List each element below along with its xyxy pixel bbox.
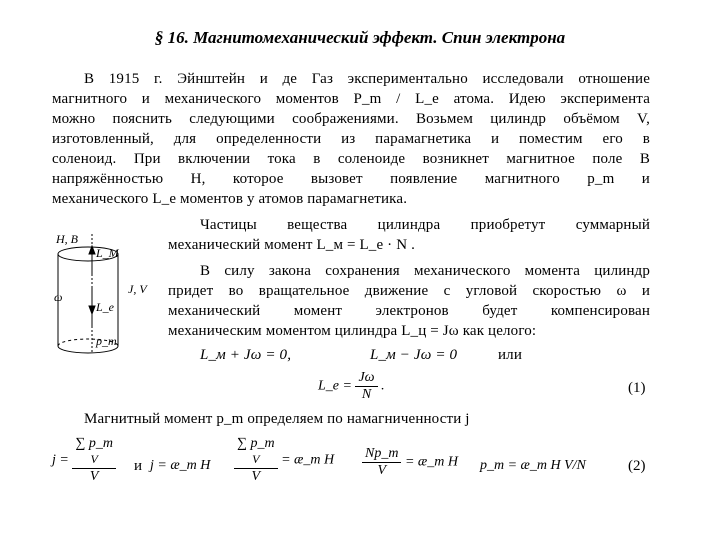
figure-label-pm: p_m [96,334,117,348]
paragraph2-line-3: В силу закона сохранения механического момента цилиндр [200,263,650,279]
figure-label-jv: J, V [128,282,147,296]
paragraph2-line-6: механическим моментом цилиндра L_ц = Jω как целого: [168,323,537,339]
paragraph-line-6: напряжённостью H, которое вызовет появление магнитного p_m и [52,171,650,187]
eq1-denominator: N [361,387,372,402]
equation-1 [318,370,385,403]
equation-2-and: и [134,458,143,474]
equation-left: L_м + Jω = 0, [200,347,292,363]
eq2-a-den: V [89,469,99,484]
eq2-c-tail: = æ_m H [281,452,335,468]
paragraph-line-1: В 1915 г. Эйнштейн и де Газ экспериментально исследовали отношение [84,71,650,87]
paragraph-line-7: механического L_e моментов у атомов парамагнетика. [52,191,408,207]
figure-label-omega: ω [54,290,63,304]
eq2-c-sub: V [252,452,260,466]
paragraph-line-3: можно пояснить следующими соображениями. Возьмем цилиндр объёмом V, [52,111,650,127]
paragraph-line-5: соленоид. При включении тока в соленоиде возникнет магнитное поле B [52,151,650,167]
eq1-lhs: L_e = [318,378,352,394]
equation-middle: L_м − Jω = 0 [370,347,458,363]
equation-2-part-a: j = ∑ p_m V V [52,436,116,485]
paragraph2-line-5: механический момент электронов будет компенсирован [168,303,650,319]
paragraph-line-2: магнитного и механического моментов P_m / L_e атома. Идею эксперимента [52,91,650,107]
equation-1-number: (1) [628,380,646,396]
paragraph2-line-2: механический момент L_м = L_e · N . [168,237,415,253]
eq2-c-den: V [251,469,261,484]
eq2-a-num: ∑ p_m [75,436,113,451]
paragraph2-line-4: придет во вращательное движение с угловой скоростью ω и [168,283,650,299]
page-title: § 16. Магнитомеханический эффект. Спин электрона [154,28,566,47]
figure-label-lm: L_M [96,246,119,260]
eq1-tail: . [381,378,385,394]
equation-2-part-d [362,446,458,479]
equation-or: или [498,347,522,363]
magnetization-line: Магнитный момент p_m определяем по намагниченности j [84,411,470,427]
figure-label-le: L_e [96,300,114,314]
paragraph-line-4: изготовленный, для определенности из парамагнетика и поместим его в [52,131,650,147]
eq2-c-num: ∑ p_m [237,436,275,451]
eq1-numerator: Jω [355,370,377,387]
eq2-d-tail: = æ_m H [404,454,458,470]
equation-2-number: (2) [628,458,646,474]
figure-label-h-b: H, B [56,232,78,246]
equation-2-part-e: p_m = æ_m H V/N [480,458,586,473]
equation-2-part-c [234,436,334,485]
paragraph2-line-1: Частицы вещества цилиндра приобретут суммарный [200,217,650,233]
eq2-a-sub: V [90,452,98,466]
eq2-d-den: V [377,463,386,478]
eq2-d-num: Np_m [362,446,401,463]
equation-2-part-b: j = æ_m H [150,458,211,473]
